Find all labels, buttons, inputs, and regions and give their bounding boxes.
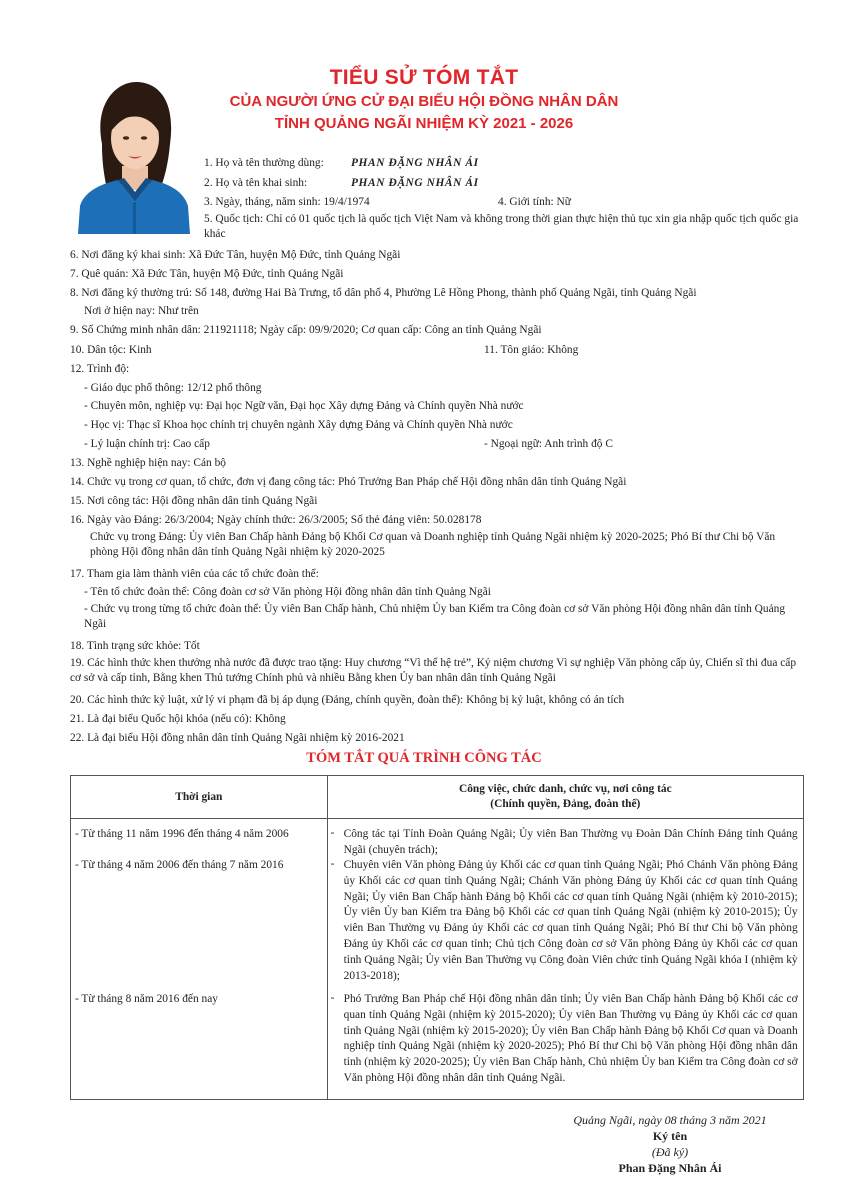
table-work-2: Chuyên viên Văn phòng Đảng ủy Khối các cơ quan tỉnh Quảng Ngãi; Phó Chánh Văn phòng Đảng ủy Khối các cơ quan tỉnh Quảng Ngãi; Chánh Văn phòng Đảng ủy Khối các cơ quan tỉnh Quảng Ngãi; Ủy viên Ban Chấp hành Đảng bộ Khối các cơ quan tỉnh Quảng Ngãi (nhiệm kỳ 2010-2015); Ủy viên Ủy ban Kiểm tra Đảng bộ Khối các cơ quan tỉnh Quảng Ngãi (nhiệm kỳ 2010-2015); Ủy viên Ban Thường vụ Đảng ủy Khối các cơ quan tỉnh Quảng Ngãi; Phó Bí thư Chi bộ Văn phòng Đảng ủy Khối các cơ quan tỉnh; Chủ tịch Công đoàn cơ sở Văn phòng Đảng ủy Khối các cơ quan tỉnh Quảng Ngãi; Ủy viên Ban Thường vụ Công đoàn Viên chức tỉnh Quảng Ngãi khóa I (nhiệm kỳ 2013-2018); <box>343 859 798 982</box>
candidate-portrait <box>72 74 194 234</box>
field-common-name-label: 1. Họ và tên thường dùng: <box>204 157 324 169</box>
table-header-row <box>71 776 804 819</box>
time-cell <box>71 819 328 1100</box>
signature-name: Phan Đặng Nhân Ái <box>618 1161 722 1175</box>
column-header-work-line2: (Chính quyền, Đảng, đoàn thể) <box>490 798 641 810</box>
table-work-1: Công tác tại Tỉnh Đoàn Quảng Ngãi; Ủy viên Ban Thường vụ Đoàn Dân Chính Đảng tỉnh Quảng Ngãi (chuyên trách); <box>343 828 798 856</box>
work-cell <box>327 819 803 1100</box>
document-title: TIỂU SỬ TÓM TẮT <box>329 66 519 89</box>
field-party-membership: 16. Ngày vào Đảng: 26/3/2004; Ngày chính thức: 26/3/2005; Số thẻ đảng viên: 50.028178 <box>70 514 482 526</box>
field-position: 14. Chức vụ trong cơ quan, tổ chức, đơn vị đang công tác: Phó Trưởng Ban Pháp chế Hội đồng nhân dân tỉnh Quảng Ngãi <box>70 476 627 488</box>
table-time-2: - Từ tháng 4 năm 2006 đến tháng 7 năm 2016 <box>75 859 284 871</box>
field-organizations: 17. Tham gia làm thành viên của các tổ chức đoàn thể: <box>70 568 319 580</box>
bullet-3: - <box>330 992 335 1004</box>
field-date-of-birth: 3. Ngày, tháng, năm sinh: 19/4/1974 <box>204 196 370 208</box>
field-occupation: 13. Nghề nghiệp hiện nay: Cán bộ <box>70 457 226 469</box>
field-common-name-value: PHAN ĐẶNG NHÂN ÁI <box>351 157 479 169</box>
field-hometown: 7. Quê quán: Xã Đức Tân, huyện Mộ Đức, tỉnh Quảng Ngãi <box>70 268 344 280</box>
field-nationality: 5. Quốc tịch: Chỉ có 01 quốc tịch là quốc tịch Việt Nam và không trong thời gian thực hiện thủ tục xin gia nhập quốc tịch quốc gia khác <box>204 213 799 240</box>
document-subtitle-term: TỈNH QUẢNG NGÃI NHIỆM KỲ 2021 - 2026 <box>274 115 574 132</box>
field-workplace: 15. Nơi công tác: Hội đồng nhân dân tỉnh Quảng Ngãi <box>70 495 318 507</box>
table-time-3: - Từ tháng 8 năm 2016 đến nay <box>75 993 218 1005</box>
signature-place-date: Quảng Ngãi, ngày 08 tháng 3 năm 2021 <box>573 1113 767 1127</box>
field-organization-name: - Tên tổ chức đoàn thể: Công đoàn cơ sở Văn phòng Hội đồng nhân dân tỉnh Quảng Ngãi <box>84 586 491 598</box>
work-history-table <box>70 775 804 1100</box>
bullet-2: - <box>330 858 335 870</box>
field-discipline: 20. Các hình thức kỷ luật, xử lý vi phạm đã bị áp dụng (Đảng, chính quyền, đoàn thể): Không bị kỷ luật, không có án tích <box>70 694 625 706</box>
field-party-position: Chức vụ trong Đảng: Ủy viên Ban Chấp hành Đảng bộ Khối Cơ quan và Doanh nghiệp tỉnh Quảng Ngãi nhiệm kỳ 2020-2025; Phó Bí thư Chi bộ Văn phòng Hội đồng nhân dân tỉnh Quảng Ngãi nhiệm kỳ 2020-2025 <box>90 531 776 558</box>
field-organization-position: - Chức vụ trong từng tổ chức đoàn thể: Ủy viên Ban Chấp hành, Chủ nhiệm Ủy ban Kiểm tra Công đoàn cơ sở Văn phòng Hội đồng nhân dân tỉnh Quảng Ngãi <box>84 603 786 630</box>
field-birth-name-label: 2. Họ và tên khai sinh: <box>204 177 308 189</box>
field-awards: 19. Các hình thức khen thưởng nhà nước đã được trao tặng: Huy chương “Vì thế hệ trẻ”, Kỷ niệm chương Vì sự nghiệp Văn phòng cấp ủy, Chiến sĩ thi đua cấp cơ sở và cấp tỉnh, Bằng khen Thủ tướng Chính phủ và nhiều Bằng khen Ủy ban nhân dân tỉnh Quảng Ngãi <box>70 657 797 684</box>
column-header-time: Thời gian <box>71 776 328 819</box>
field-qualifications: 12. Trình độ: <box>70 363 130 375</box>
field-academic-degree: - Học vị: Thạc sĩ Khoa học chính trị chuyên ngành Xây dựng Đảng và Chính quyền Nhà nước <box>84 419 513 431</box>
field-council-delegate: 22. Là đại biểu Hội đồng nhân dân tỉnh Quảng Ngãi nhiệm kỳ 2016-2021 <box>70 732 405 744</box>
field-health: 18. Tình trạng sức khỏe: Tốt <box>70 640 200 652</box>
field-general-education: - Giáo dục phổ thông: 12/12 phổ thông <box>84 382 262 394</box>
field-professional-degree: - Chuyên môn, nghiệp vụ: Đại học Ngữ văn, Đại học Xây dựng Đảng và Chính quyền Nhà nước <box>84 400 524 412</box>
signature-signed-note: (Đã ký) <box>651 1145 689 1159</box>
field-ethnicity: 10. Dân tộc: Kinh <box>70 344 152 356</box>
document-subtitle: CỦA NGƯỜI ỨNG CỬ ĐẠI BIỂU HỘI ĐỒNG NHÂN DÂN <box>229 93 619 110</box>
field-national-assembly: 21. Là đại biểu Quốc hội khóa (nếu có): Không <box>70 713 286 725</box>
column-header-work <box>327 776 803 819</box>
bullet-1: - <box>330 827 335 839</box>
column-header-work-line1: Công việc, chức danh, chức vụ, nơi công tác <box>458 783 672 795</box>
field-birth-name-value: PHAN ĐẶNG NHÂN ÁI <box>351 177 479 189</box>
field-id-card: 9. Số Chứng minh nhân dân: 211921118; Ngày cấp: 09/9/2020; Cơ quan cấp: Công an tỉnh Quảng Ngãi <box>70 324 542 336</box>
field-permanent-residence: 8. Nơi đăng ký thường trú: Số 148, đường Hai Bà Trưng, tổ dân phố 4, Phường Lê Hồng Phong, thành phố Quảng Ngãi, tỉnh Quảng Ngãi <box>70 287 697 299</box>
table-work-3: Phó Trưởng Ban Pháp chế Hội đồng nhân dân tỉnh; Ủy viên Ban Chấp hành Đảng bộ Khối các cơ quan tỉnh Quảng Ngãi (nhiệm kỳ 2015-2020); Ủy viên Ban Thường vụ Đảng ủy Khối các cơ quan tỉnh Quảng Ngãi (nhiệm kỳ 2015-2020); Ủy viên Ban Chấp hành Đảng bộ Khối Cơ quan và Doanh nghiệp tỉnh Quảng Ngãi (nhiệm kỳ 2020-2025); Phó Bí thư Chi bộ Văn phòng Hội đồng nhân dân tỉnh (nhiệm kỳ 2020-2025); Ủy viên Ban Chấp hành, Chủ nhiệm Ủy ban Kiểm tra Công đoàn cơ sở Văn phòng Hội đồng nhân dân tỉnh Quảng Ngãi. <box>343 993 798 1084</box>
field-political-theory: - Lý luận chính trị: Cao cấp <box>84 438 210 450</box>
field-religion: 11. Tôn giáo: Không <box>484 344 579 356</box>
table-time-1: - Từ tháng 11 năm 1996 đến tháng 4 năm 2006 <box>75 828 289 840</box>
field-foreign-language: - Ngoại ngữ: Anh trình độ C <box>484 438 613 450</box>
work-history-title: TÓM TẮT QUÁ TRÌNH CÔNG TÁC <box>306 750 542 766</box>
signature-label: Ký tên <box>652 1129 688 1143</box>
field-birth-registration: 6. Nơi đăng ký khai sinh: Xã Đức Tân, huyện Mộ Đức, tỉnh Quảng Ngãi <box>70 249 401 261</box>
field-gender: 4. Giới tính: Nữ <box>498 196 571 208</box>
field-current-residence: Nơi ở hiện nay: Như trên <box>84 305 199 317</box>
table-row <box>71 819 804 1100</box>
